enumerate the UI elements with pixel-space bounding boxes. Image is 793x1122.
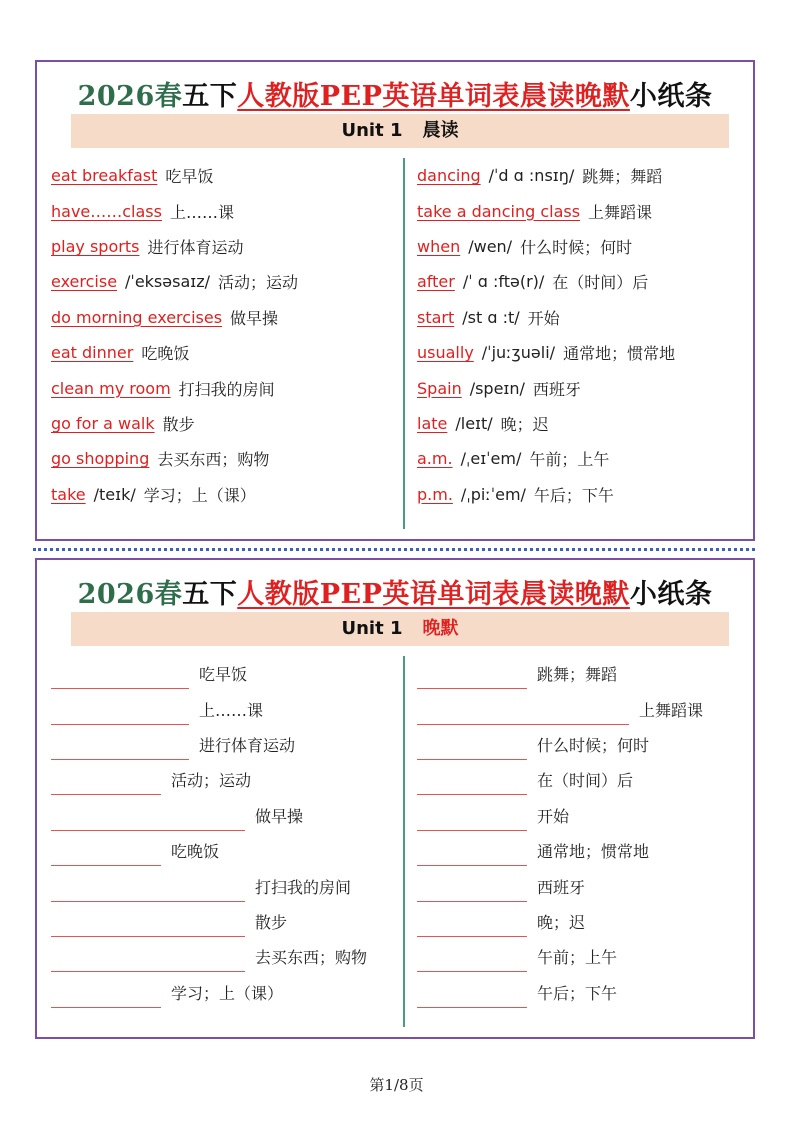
title-year: 2026 [77, 579, 155, 610]
dictation-row [51, 762, 396, 797]
title-tail: 小纸条 [629, 579, 713, 610]
dictation-meaning: 开始 [537, 806, 570, 826]
vocab-row [51, 477, 396, 512]
dictation-meaning: 晚；迟 [537, 912, 586, 932]
vocab-phonetic: /ˈeksəsaɪz/ [125, 272, 210, 292]
vocab-word: eat breakfast [51, 166, 158, 186]
dictation-row [417, 656, 747, 691]
vocab-row [417, 370, 747, 405]
column-divider [403, 656, 405, 1027]
answer-blank-line [51, 808, 245, 831]
unit-label: Unit 1 [341, 618, 403, 639]
dictation-list-left [51, 656, 396, 1010]
cut-line [33, 548, 755, 551]
dictation-meaning: 吃早饭 [199, 665, 248, 685]
answer-blank-line [417, 843, 527, 866]
unit-mode-label: 晨读 [422, 120, 459, 141]
vocab-word: eat dinner [51, 343, 134, 363]
vocab-meaning: 开始 [527, 308, 560, 328]
dictation-row [417, 868, 747, 903]
vocab-meaning: 午后；下午 [533, 485, 614, 505]
vocab-row [417, 300, 747, 335]
dictation-meaning: 通常地；惯常地 [537, 842, 650, 862]
answer-blank-line [417, 985, 527, 1008]
dictation-row [51, 975, 396, 1010]
vocab-meaning: 打扫我的房间 [178, 379, 275, 399]
title-grade: 五下 [182, 81, 238, 112]
dictation-meaning: 活动；运动 [171, 771, 252, 791]
vocab-row [51, 406, 396, 441]
title-grade: 五下 [182, 579, 238, 610]
vocab-meaning: 在（时间）后 [552, 273, 649, 293]
answer-blank-line [51, 949, 245, 972]
dictation-meaning: 学习；上（课） [171, 983, 284, 1003]
vocab-word: clean my room [51, 378, 171, 398]
answer-blank-line [417, 772, 527, 795]
vocab-phonetic: /wen/ [468, 236, 513, 256]
vocab-row [417, 264, 747, 299]
dictation-meaning: 什么时候；何时 [537, 735, 650, 755]
dictation-meaning: 去买东西；购物 [255, 948, 368, 968]
vocab-row [417, 158, 747, 193]
unit-label: Unit 1 [341, 120, 403, 141]
vocab-row [417, 229, 747, 264]
answer-blank-line [417, 808, 527, 831]
vocab-word: go for a walk [51, 413, 155, 433]
answer-blank-line [51, 702, 189, 725]
vocab-word: take [51, 484, 86, 504]
answer-blank-line [417, 879, 527, 902]
answer-blank-line [51, 666, 189, 689]
unit-mode-label: 晚默 [422, 618, 459, 639]
dictation-row [51, 798, 396, 833]
answer-blank-line [417, 666, 527, 689]
dictation-meaning: 上……课 [199, 700, 264, 720]
vocab-row [417, 441, 747, 476]
vocab-meaning: 晚；迟 [500, 414, 549, 434]
vocab-word: a.m. [417, 449, 453, 469]
dictation-row [417, 939, 747, 974]
vocab-meaning: 去买东西；购物 [157, 450, 270, 470]
vocab-row [417, 193, 747, 228]
vocab-row [417, 477, 747, 512]
dictation-meaning: 上舞蹈课 [639, 700, 704, 720]
dictation-meaning: 进行体育运动 [199, 735, 296, 755]
vocab-word: play sports [51, 236, 140, 256]
dictation-row [417, 798, 747, 833]
unit-header [71, 114, 729, 148]
vocab-phonetic: /ˈd ɑ :nsɪŋ/ [488, 166, 575, 186]
vocab-meaning: 吃早饭 [165, 167, 214, 187]
vocab-meaning: 西班牙 [532, 379, 581, 399]
vocab-phonetic: /ˌpiːˈem/ [460, 484, 526, 504]
answer-blank-line [51, 843, 161, 866]
vocab-row [51, 193, 396, 228]
vocab-meaning: 学习；上（课） [143, 485, 256, 505]
vocab-list-left [51, 158, 396, 512]
vocab-word: do morning exercises [51, 307, 223, 327]
answer-blank-line [417, 702, 629, 725]
answer-blank-line [417, 949, 527, 972]
answer-blank-line [51, 985, 161, 1008]
dictation-list-right [417, 656, 747, 1010]
vocab-row [51, 370, 396, 405]
dictation-row [51, 727, 396, 762]
vocab-meaning: 活动；运动 [217, 273, 298, 293]
answer-blank-line [51, 737, 189, 760]
dictation-row [417, 833, 747, 868]
dictation-row [417, 762, 747, 797]
title-year: 2026 [77, 81, 155, 112]
vocab-row [51, 229, 396, 264]
vocab-row [51, 441, 396, 476]
dictation-meaning: 吃晚饭 [171, 842, 220, 862]
dictation-meaning: 在（时间）后 [537, 771, 634, 791]
vocab-phonetic: /leɪt/ [455, 413, 493, 433]
answer-blank-line [51, 914, 245, 937]
vocab-row [51, 264, 396, 299]
vocab-word: have……class [51, 201, 162, 221]
dictation-row [417, 727, 747, 762]
dictation-row [51, 833, 396, 868]
dictation-row [51, 904, 396, 939]
vocab-meaning: 上……课 [169, 202, 234, 222]
dictation-meaning: 西班牙 [537, 877, 586, 897]
vocab-row [51, 158, 396, 193]
vocab-meaning: 什么时候；何时 [520, 237, 633, 257]
title-highlight: 人教版PEP英语单词表晨读晚默 [237, 81, 630, 112]
page-number: 第1/8页 [369, 1076, 424, 1094]
vocab-word: Spain [417, 378, 462, 398]
vocab-word: when [417, 236, 461, 256]
card-title [37, 74, 753, 114]
vocab-phonetic: /st ɑ :t/ [462, 307, 520, 327]
vocab-word: start [417, 307, 455, 327]
answer-blank-line [417, 914, 527, 937]
vocab-word: go shopping [51, 449, 150, 469]
evening-dictation-card [35, 558, 755, 1039]
answer-blank-line [51, 772, 161, 795]
vocab-phonetic: /ˌeɪˈem/ [460, 449, 522, 469]
answer-blank-line [51, 879, 245, 902]
vocab-word: dancing [417, 166, 481, 186]
vocab-word: late [417, 413, 448, 433]
vocab-word: p.m. [417, 484, 453, 504]
vocab-word: after [417, 272, 455, 292]
dictation-row [51, 939, 396, 974]
vocab-phonetic: /teɪk/ [93, 484, 136, 504]
title-tail: 小纸条 [629, 81, 713, 112]
morning-reading-card [35, 60, 755, 541]
vocab-row [51, 335, 396, 370]
vocab-word: usually [417, 343, 474, 363]
dictation-row [51, 868, 396, 903]
vocab-phonetic: /speɪn/ [469, 378, 525, 398]
vocab-word: exercise [51, 272, 118, 292]
vocab-phonetic: /ˈ ɑ :ftə(r)/ [462, 272, 545, 292]
vocab-meaning: 跳舞；舞蹈 [582, 167, 663, 187]
dictation-row [51, 691, 396, 726]
vocab-word: take a dancing class [417, 201, 581, 221]
vocab-meaning: 做早操 [230, 308, 279, 328]
dictation-meaning: 午前；上午 [537, 948, 618, 968]
vocab-list-right [417, 158, 747, 512]
card-title [37, 572, 753, 612]
unit-header [71, 612, 729, 646]
vocab-meaning: 散步 [162, 414, 195, 434]
vocab-row [417, 406, 747, 441]
title-season: 春 [154, 579, 183, 610]
dictation-row [51, 656, 396, 691]
dictation-row [417, 904, 747, 939]
dictation-row [417, 691, 747, 726]
dictation-meaning: 散步 [255, 912, 288, 932]
vocab-meaning: 通常地；惯常地 [563, 344, 676, 364]
vocab-row [417, 335, 747, 370]
title-highlight: 人教版PEP英语单词表晨读晚默 [237, 579, 630, 610]
vocab-meaning: 进行体育运动 [147, 237, 244, 257]
answer-blank-line [417, 737, 527, 760]
vocab-phonetic: /ˈjuːʒuəli/ [481, 343, 556, 363]
vocab-meaning: 午前；上午 [529, 450, 610, 470]
vocab-meaning: 上舞蹈课 [588, 202, 653, 222]
vocab-row [51, 300, 396, 335]
dictation-row [417, 975, 747, 1010]
dictation-meaning: 打扫我的房间 [255, 877, 352, 897]
vocab-meaning: 吃晚饭 [141, 344, 190, 364]
dictation-meaning: 跳舞；舞蹈 [537, 665, 618, 685]
dictation-meaning: 做早操 [255, 806, 304, 826]
title-season: 春 [154, 81, 183, 112]
dictation-meaning: 午后；下午 [537, 983, 618, 1003]
column-divider [403, 158, 405, 529]
